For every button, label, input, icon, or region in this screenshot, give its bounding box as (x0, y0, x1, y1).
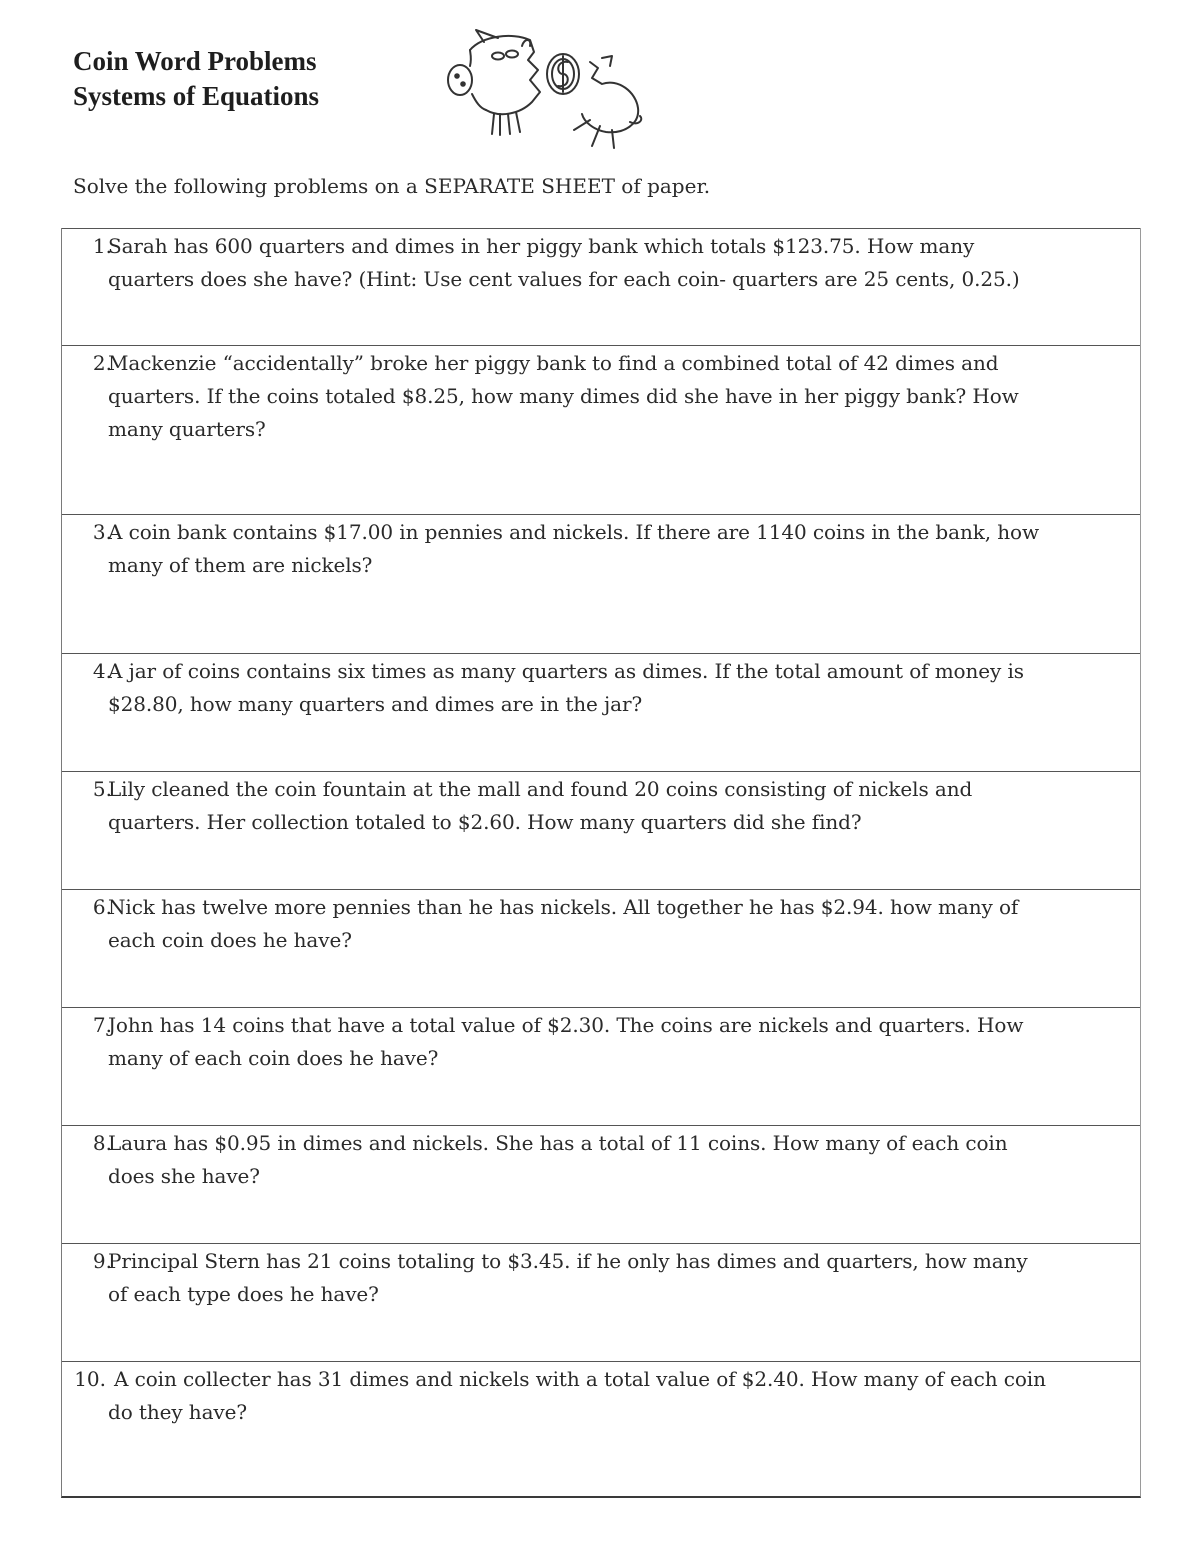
instructions: Solve the following problems on a SEPARATE SHEET of paper. (73, 174, 711, 198)
problem-text-line: Nick has twelve more pennies than he has nickels. All together he has $2.94. how many of (108, 895, 1019, 919)
problem-text-line: John has 14 coins that have a total value of $2.30. The coins are nickels and quarters. How (108, 1013, 1024, 1037)
problem-text (108, 1008, 1118, 1075)
problem-row (62, 1243, 1140, 1361)
problem-row (62, 1361, 1140, 1496)
problem-number: 6. (92, 895, 112, 919)
problem-row (62, 889, 1140, 1007)
problem-text (108, 654, 1118, 721)
problem-table (61, 228, 1141, 1498)
problem-text-line: does she have? (108, 1164, 260, 1188)
problem-text-line: $28.80, how many quarters and dimes are in the jar? (108, 692, 643, 716)
problem-row (62, 514, 1140, 653)
problem-text (108, 1362, 1124, 1429)
problem-text (108, 772, 1118, 839)
problem-row (62, 653, 1140, 771)
problem-row (62, 228, 1140, 345)
problem-text (108, 1126, 1118, 1193)
title-line-1: Coin Word Problems (73, 46, 317, 76)
problem-text (108, 346, 1118, 446)
problem-text-line: Lily cleaned the coin fountain at the mall and found 20 coins consisting of nickels and (108, 777, 973, 801)
problem-text-line: quarters does she have? (Hint: Use cent values for each coin- quarters are 25 cents, 0.25.) (108, 267, 1020, 291)
problem-text-line: of each type does he have? (108, 1282, 379, 1306)
problem-row (62, 771, 1140, 889)
page-title (73, 44, 319, 114)
broken-piggy-bank-icon (442, 22, 650, 152)
problem-text (108, 229, 1118, 296)
problem-text-line: quarters. If the coins totaled $8.25, how many dimes did she have in her piggy bank? How (108, 384, 1019, 408)
problem-text-line: Sarah has 600 quarters and dimes in her piggy bank which totals $123.75. How many (108, 234, 975, 258)
problem-text-line: each coin does he have? (108, 928, 352, 952)
problem-number: 8. (92, 1131, 112, 1155)
problem-number: 4. (92, 659, 112, 683)
problem-text-line: many of each coin does he have? (108, 1046, 439, 1070)
problem-text (108, 515, 1118, 582)
problem-number: 10. (74, 1367, 106, 1391)
problem-row (62, 1125, 1140, 1243)
problem-text-line: Laura has $0.95 in dimes and nickels. She has a total of 11 coins. How many of each coin (108, 1131, 1008, 1155)
problem-row (62, 345, 1140, 514)
problem-text-line: A coin collecter has 31 dimes and nickels with a total value of $2.40. How many of each coin (114, 1367, 1046, 1391)
problem-number: 1. (92, 234, 112, 258)
problem-text-line: A jar of coins contains six times as many quarters as dimes. If the total amount of money is (108, 659, 1024, 683)
problem-number: 7. (92, 1013, 112, 1037)
problem-text (108, 890, 1118, 957)
title-line-2: Systems of Equations (73, 81, 320, 111)
problem-text-line: many of them are nickels? (108, 553, 373, 577)
problem-number: 3. (92, 520, 112, 544)
problem-number: 9. (92, 1249, 112, 1273)
problem-text-line: quarters. Her collection totaled to $2.60. How many quarters did she find? (108, 810, 862, 834)
problem-text-line: do they have? (108, 1400, 247, 1424)
problem-text-line: many quarters? (108, 417, 266, 441)
problem-row (62, 1007, 1140, 1125)
problem-number: 2. (92, 351, 112, 375)
problem-number: 5. (92, 777, 112, 801)
problem-text-line: Mackenzie “accidentally” broke her piggy bank to find a combined total of 42 dimes and (108, 351, 999, 375)
problem-text-line: A coin bank contains $17.00 in pennies and nickels. If there are 1140 coins in the bank, how (108, 520, 1040, 544)
problem-text-line: Principal Stern has 21 coins totaling to $3.45. if he only has dimes and quarters, how many (108, 1249, 1028, 1273)
problem-text (108, 1244, 1118, 1311)
